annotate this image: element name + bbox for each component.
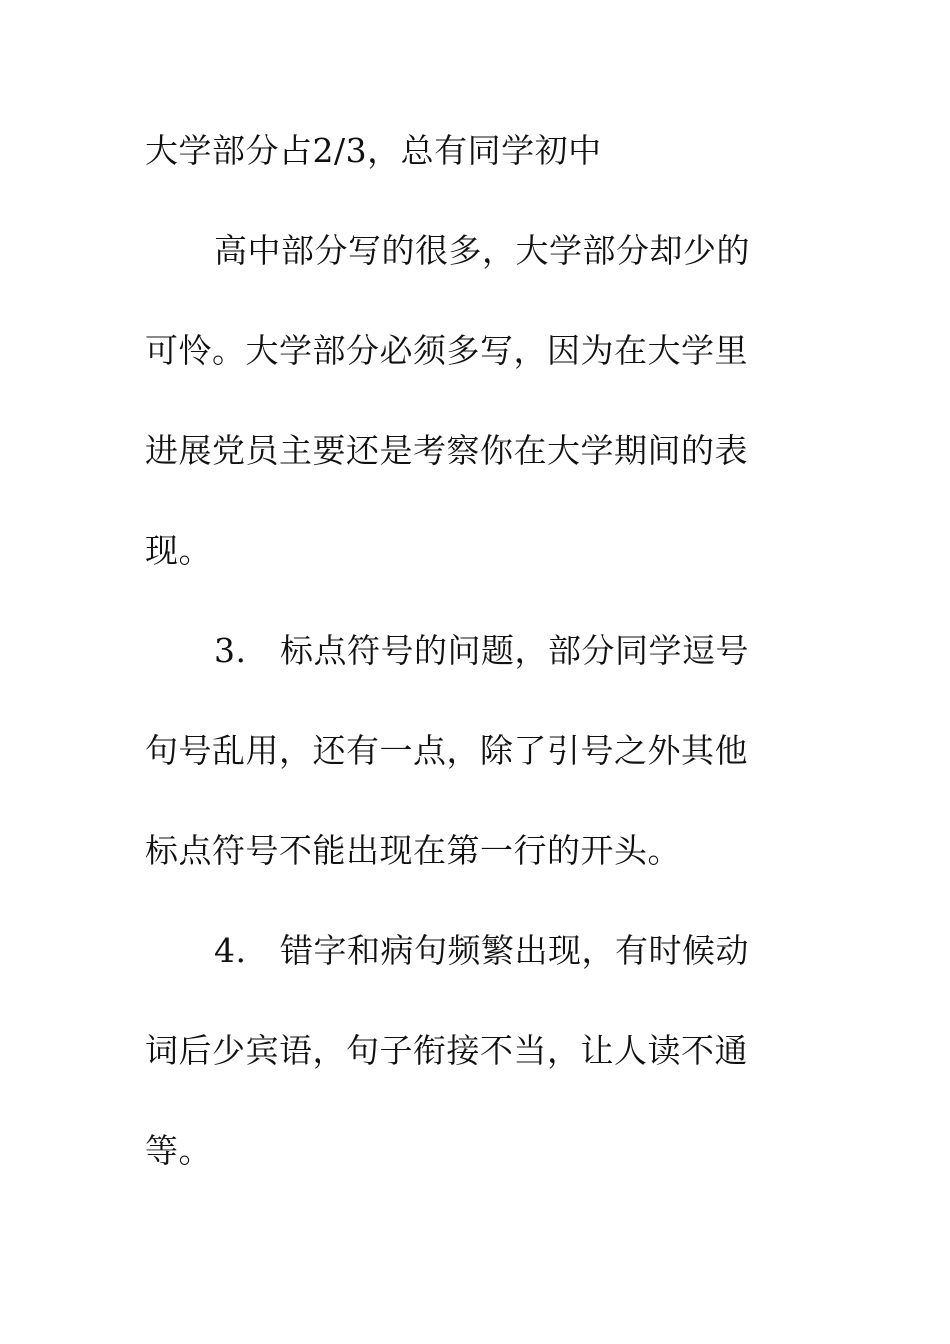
text-line: 进展党员主要还是考察你在大学期间的表 bbox=[145, 431, 748, 470]
list-item-3-line: 3. 标点符号的问题，部分同学逗号 bbox=[214, 631, 749, 670]
text-line: 等。 bbox=[145, 1131, 212, 1170]
text-line: 大学部分占2/3，总有同学初中 bbox=[145, 131, 602, 170]
list-item-4-line: 4. 错字和病句频繁出现，有时候动 bbox=[214, 931, 749, 970]
text-line: 句号乱用，还有一点，除了引号之外其他 bbox=[145, 731, 748, 770]
paragraph-line: 高中部分写的很多，大学部分却少的 bbox=[214, 231, 750, 270]
text-line: 现。 bbox=[145, 531, 212, 570]
text-line: 标点符号不能出现在第一行的开头。 bbox=[145, 831, 681, 870]
text-line: 词后少宾语，句子衔接不当，让人读不通 bbox=[145, 1031, 748, 1070]
text-line: 可怜。大学部分必须多写，因为在大学里 bbox=[145, 331, 748, 370]
